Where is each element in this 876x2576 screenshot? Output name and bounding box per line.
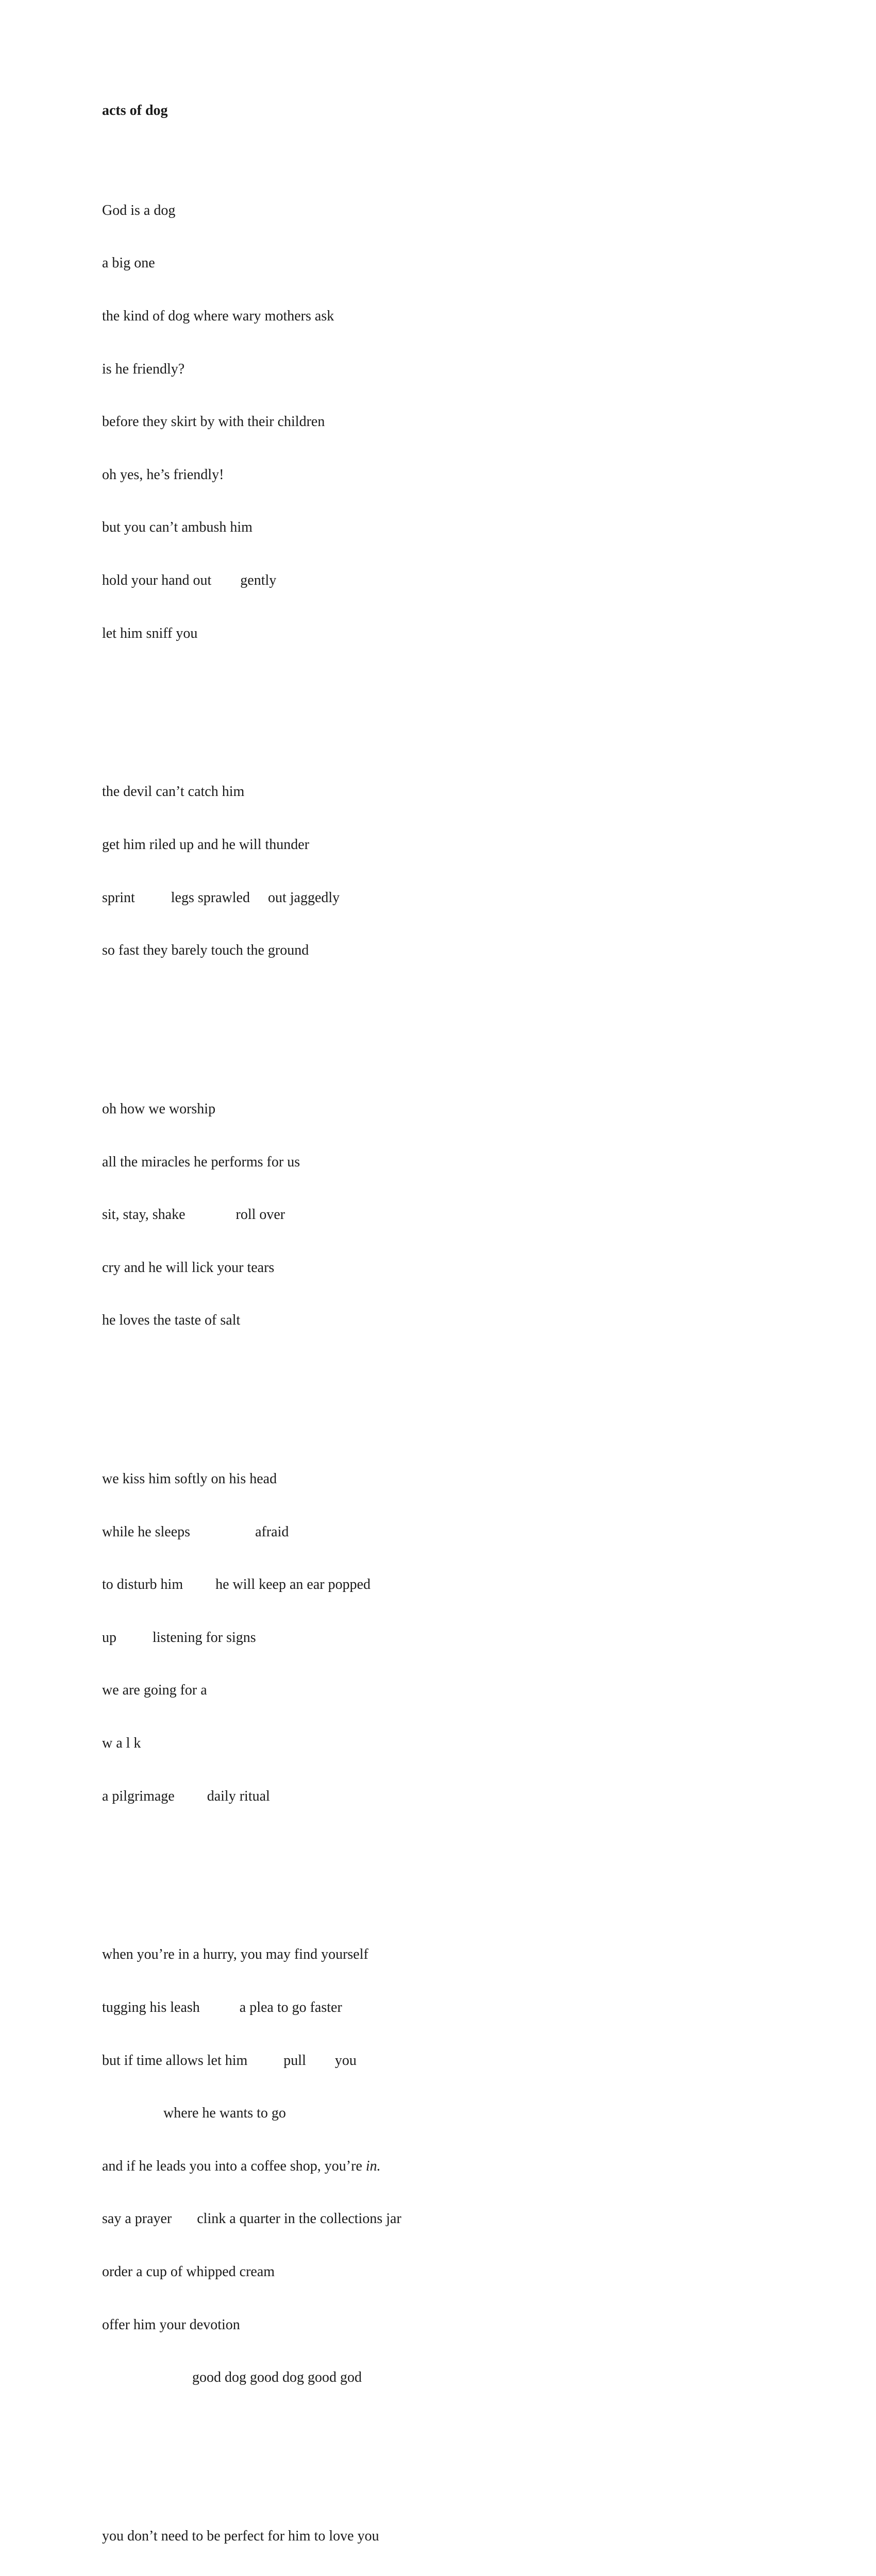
poem-line: up listening for signs <box>102 1629 256 1646</box>
poem-line: to disturb him he will keep an ear popped <box>102 1577 370 1593</box>
stanza-1 <box>102 166 406 677</box>
poem-line: is he friendly? <box>102 361 185 377</box>
poem-line: the kind of dog where wary mothers ask <box>102 308 334 324</box>
poem-line: w a l k <box>102 1735 141 1752</box>
poem-line: oh how we worship <box>102 1100 216 1117</box>
poem-title: acts of dog <box>102 103 168 118</box>
poem-line: tugging his leash a plea to go faster <box>102 1999 342 2016</box>
poem-line: we kiss him softly on his head <box>102 1471 277 1487</box>
poem-line: hold your hand out gently <box>102 572 277 588</box>
italic-word: in. <box>365 2158 381 2174</box>
poem-line: offer him your devotion <box>102 2316 240 2333</box>
poem-line: sprint legs sprawled out jaggedly <box>102 889 340 906</box>
poem-line: the devil can’t catch him <box>102 784 245 800</box>
poem-line: cry and he will lick your tears <box>102 1259 275 1276</box>
poem-line: all the miracles he performs for us <box>102 1154 300 1170</box>
poem-line: where he wants to go <box>102 2105 286 2122</box>
poem-line: say a prayer clink a quarter in the collections jar <box>102 2211 401 2227</box>
poem-line: God is a dog <box>102 202 176 218</box>
poem-line-with-italic <box>102 2158 406 2175</box>
poem-line: you don’t need to be perfect for him to love you <box>102 2528 379 2545</box>
poem-line: before they skirt by with their children <box>102 414 325 430</box>
poem-line: get him riled up and he will thunder <box>102 836 310 853</box>
poem-line: good dog good dog good god <box>102 2369 362 2386</box>
poem-line: but you can’t ambush him <box>102 519 252 536</box>
poem-line: we are going for a <box>102 1682 207 1699</box>
stanza-3 <box>102 1065 406 1365</box>
poem-line: sit, stay, shake roll over <box>102 1207 285 1223</box>
poem-line: when you’re in a hurry, you may find yourself <box>102 1946 368 1963</box>
stanza-5 <box>102 1911 406 2422</box>
poem-line: a big one <box>102 255 155 272</box>
poem-body <box>102 131 406 2576</box>
stanza-4 <box>102 1435 406 1841</box>
poem-line: but if time allows let him pull you <box>102 2052 357 2069</box>
poem-line: so fast they barely touch the ground <box>102 942 309 959</box>
poem-line: let him sniff you <box>102 625 198 641</box>
stanza-2 <box>102 748 406 995</box>
stanza-6 <box>102 2493 406 2576</box>
poem-line: order a cup of whipped cream <box>102 2264 275 2280</box>
poem-line: while he sleeps afraid <box>102 1523 289 1540</box>
poem-line: a pilgrimage daily ritual <box>102 1788 270 1804</box>
poem-line: oh yes, he’s friendly! <box>102 466 224 483</box>
poem-line-text: and if he leads you into a coffee shop, you’re <box>102 2158 366 2174</box>
poem-line: he loves the taste of salt <box>102 1312 241 1329</box>
